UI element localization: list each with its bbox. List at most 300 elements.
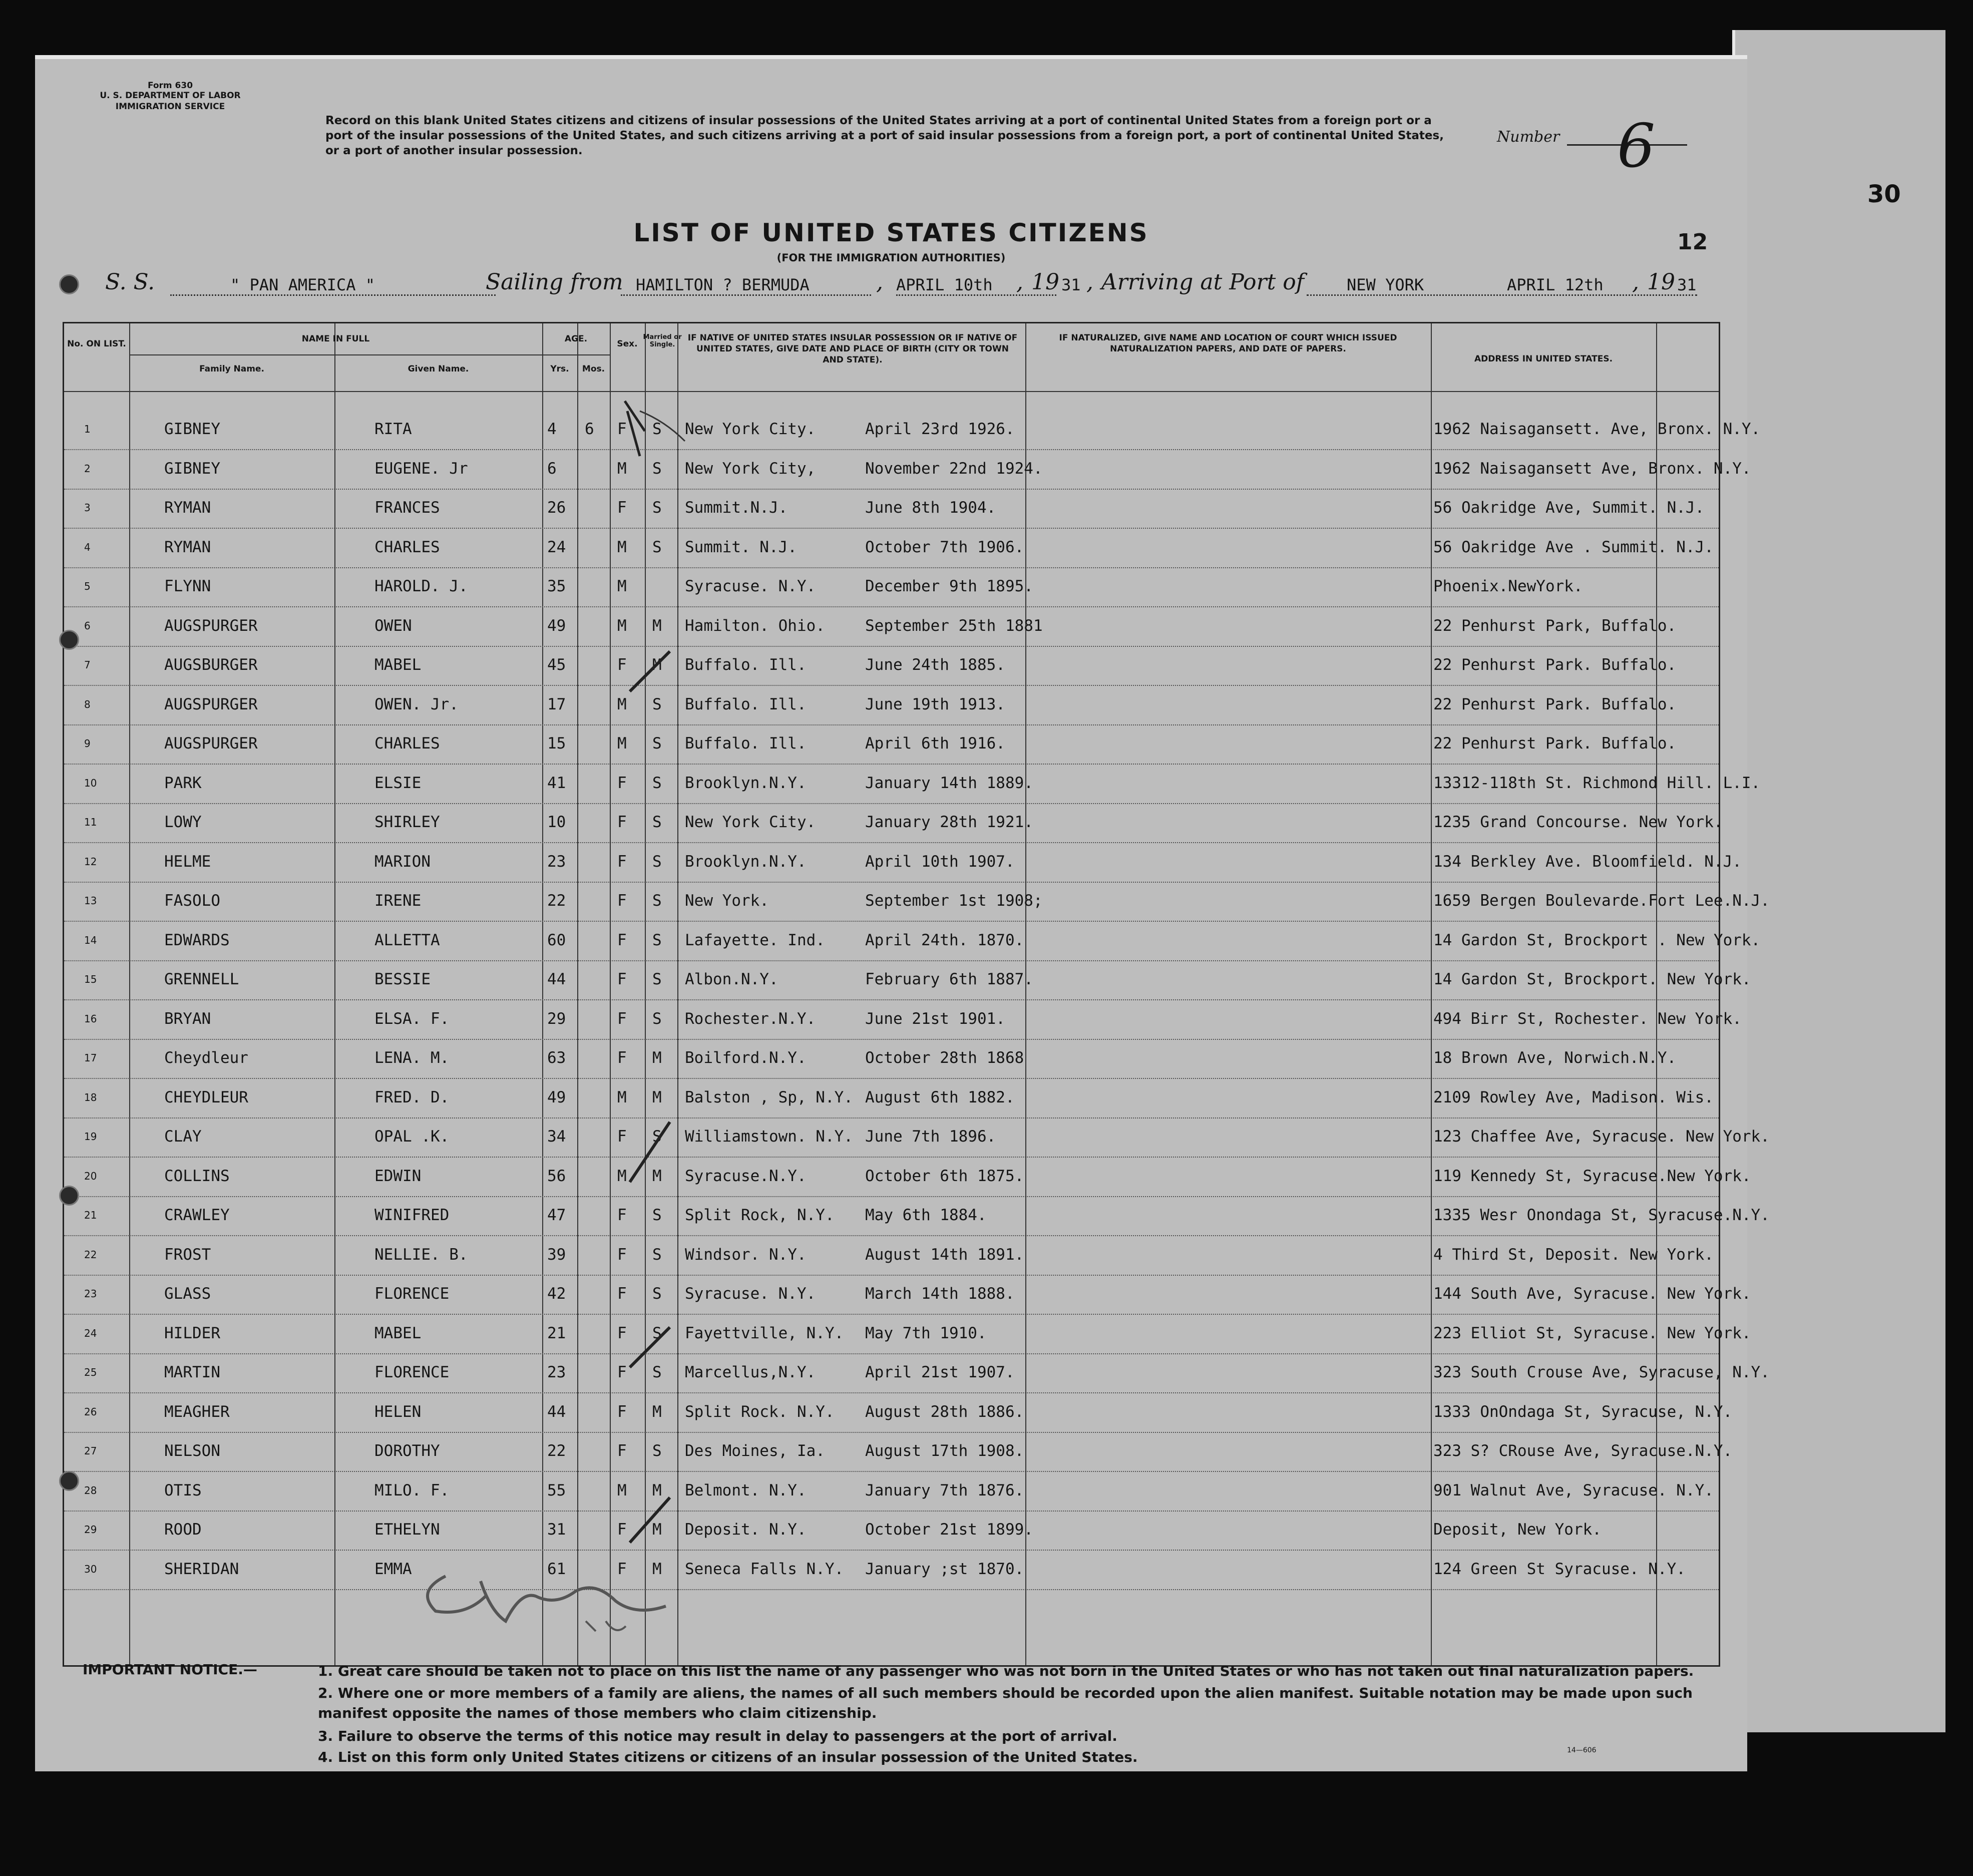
family-name: GLASS <box>164 1285 211 1303</box>
birthplace: New York City. <box>685 813 816 831</box>
row-number: 17 <box>84 1052 97 1064</box>
marital-status: M <box>652 1402 662 1421</box>
arrival-date: APRIL 12th <box>1507 275 1604 294</box>
notice-item-3: 3. Failure to observe the terms of this notice may result in delay to passengers at the port of arrival. <box>318 1728 1117 1744</box>
address: 22 Penhurst Park. Buffalo. <box>1433 734 1677 753</box>
arrival-year: 31 <box>1677 275 1697 294</box>
given-name: EMMA <box>374 1560 412 1578</box>
address: 14 Gardon St, Brockport. New York. <box>1433 970 1751 988</box>
department-label: U. S. DEPARTMENT OF LABOR <box>100 91 241 101</box>
birthplace: Belmont. N.Y. <box>685 1481 807 1499</box>
address: 22 Penhurst Park. Buffalo. <box>1433 656 1677 674</box>
marital-status: S <box>652 852 662 871</box>
birth-date: October 7th 1906. <box>865 538 1024 556</box>
sex: F <box>617 1521 627 1539</box>
number-label: Number <box>1497 128 1560 146</box>
notice-item-2: 2. Where one or more members of a family are aliens, the names of all such members should be recorded upon the alien manifest. Suitable notation may be made upon such manifest opposite the names of those members who claim citizenship. <box>318 1685 1693 1721</box>
marital-status: S <box>652 892 662 910</box>
row-number: 19 <box>84 1131 97 1143</box>
table-row <box>64 1158 1751 1197</box>
col-name-in-full: NAME IN FULL <box>301 334 370 344</box>
inspection-check-marks <box>610 391 690 1643</box>
marital-status: M <box>652 616 662 635</box>
birth-date: June 19th 1913. <box>865 695 1005 713</box>
birth-date: December 9th 1895. <box>865 577 1033 595</box>
address: 1962 Naisagansett Ave, Bronx. N.Y. <box>1433 459 1751 478</box>
address: 2109 Rowley Ave, Madison. Wis. <box>1433 1088 1714 1106</box>
marital-status: S <box>652 1324 662 1342</box>
sex: F <box>617 1285 627 1303</box>
row-number: 24 <box>84 1327 97 1339</box>
address: 119 Kennedy St, Syracuse.New York. <box>1433 1167 1751 1185</box>
given-name: MABEL <box>374 1324 422 1342</box>
age-years: 21 <box>547 1324 566 1342</box>
row-number: 6 <box>84 619 91 632</box>
marital-status: S <box>652 813 662 831</box>
age-years: 24 <box>547 538 566 556</box>
page-title: LIST OF UNITED STATES CITIZENS <box>633 218 1149 247</box>
family-name: PARK <box>164 774 202 792</box>
table-row <box>64 490 1719 529</box>
address: 323 S? CRouse Ave, Syracuse.N.Y. <box>1433 1442 1733 1460</box>
marital-status: M <box>652 1049 662 1067</box>
table-row <box>64 411 1761 450</box>
row-number: 13 <box>84 895 97 907</box>
given-name: FLORENCE <box>374 1285 450 1303</box>
sailing-date: APRIL 10th <box>896 275 993 294</box>
col-family-name: Family Name. <box>199 364 264 374</box>
from-port: HAMILTON ? BERMUDA <box>636 275 810 294</box>
birthplace: Buffalo. Ill. <box>685 734 807 753</box>
birthplace: New York. <box>685 892 769 910</box>
family-name: BRYAN <box>164 1009 211 1028</box>
table-row <box>64 961 1751 1000</box>
birthplace: Albon.N.Y. <box>685 970 778 988</box>
marital-status: S <box>652 695 662 713</box>
given-name: FRANCES <box>374 499 440 517</box>
family-name: RYMAN <box>164 499 211 517</box>
birth-date: August 6th 1882. <box>865 1088 1015 1106</box>
sex: M <box>617 1167 627 1185</box>
birthplace: Williamstown. N.Y. <box>685 1128 853 1146</box>
given-name: HELEN <box>374 1402 422 1421</box>
form-code: 14—606 <box>1567 1746 1597 1754</box>
address: 494 Birr St, Rochester. New York. <box>1433 1009 1742 1028</box>
row-number: 21 <box>84 1209 97 1221</box>
row-number: 15 <box>84 973 97 985</box>
binding-hole <box>59 1186 79 1206</box>
birth-date: January 7th 1876. <box>865 1481 1024 1499</box>
given-name: CHARLES <box>374 538 440 556</box>
age-years: 49 <box>547 616 566 635</box>
birthplace: Buffalo. Ill. <box>685 656 807 674</box>
family-name: CHEYDLEUR <box>164 1088 248 1106</box>
address: 124 Green St Syracuse. N.Y. <box>1433 1560 1686 1578</box>
col-age: AGE. <box>564 334 588 344</box>
arrival-year-prefix: 19 <box>1647 269 1675 295</box>
table-row <box>64 647 1719 686</box>
marital-status: S <box>652 1363 662 1381</box>
marital-status: S <box>652 459 662 478</box>
family-name: OTIS <box>164 1481 202 1499</box>
table-row <box>64 686 1719 725</box>
marital-status: S <box>652 1128 662 1146</box>
birthplace: Brooklyn.N.Y. <box>685 852 807 871</box>
given-name: LENA. M. <box>374 1049 450 1067</box>
birthplace: Balston , Sp, N.Y. <box>685 1088 853 1106</box>
sheet-number: 12 <box>1677 229 1708 255</box>
birth-date: April 6th 1916. <box>865 734 1005 753</box>
family-name: GIBNEY <box>164 459 220 478</box>
sex: F <box>617 813 627 831</box>
table-row <box>64 1237 1719 1276</box>
notice-item-1: 1. Great care should be taken not to place on this list the name of any passenger who was not born in the United States or who has not taken out final naturalization papers. <box>318 1663 1694 1679</box>
family-name: LOWY <box>164 813 202 831</box>
address: 13312-118th St. Richmond Hill. L.I. <box>1433 774 1761 792</box>
birthplace: Seneca Falls N.Y. <box>685 1560 844 1578</box>
family-name: MEAGHER <box>164 1402 230 1421</box>
row-number: 8 <box>84 698 91 710</box>
marital-status: S <box>652 1245 662 1264</box>
service-label: IMMIGRATION SERVICE <box>115 102 225 112</box>
age-years: 15 <box>547 734 566 753</box>
marital-status: S <box>652 774 662 792</box>
table-row <box>64 1354 1770 1393</box>
family-name: SHERIDAN <box>164 1560 239 1578</box>
marital-status: S <box>652 1285 662 1303</box>
row-number: 3 <box>84 502 91 514</box>
address: 1333 OnOndaga St, Syracuse, N.Y. <box>1433 1402 1733 1421</box>
ss-label: S. S. <box>105 269 155 295</box>
sex: F <box>617 420 627 438</box>
sex: F <box>617 1324 627 1342</box>
address: 22 Penhurst Park, Buffalo. <box>1433 616 1677 635</box>
row-number: 27 <box>84 1445 97 1457</box>
address: 144 South Ave, Syracuse. New York. <box>1433 1285 1751 1303</box>
birthplace: Syracuse. N.Y. <box>685 1285 816 1303</box>
address: 123 Chaffee Ave, Syracuse. New York. <box>1433 1128 1770 1146</box>
birthplace: New York City, <box>685 459 816 478</box>
birth-date: August 14th 1891. <box>865 1245 1024 1264</box>
given-name: OWEN <box>374 616 412 635</box>
table-row <box>64 1118 1770 1158</box>
table-row <box>64 922 1761 961</box>
family-name: FLYNN <box>164 577 211 595</box>
address: 1335 Wesr Onondaga St, Syracuse.N.Y. <box>1433 1206 1770 1224</box>
row-number: 22 <box>84 1248 97 1261</box>
birthplace: Buffalo. Ill. <box>685 695 807 713</box>
given-name: EDWIN <box>374 1167 422 1185</box>
birthplace: Summit.N.J. <box>685 499 788 517</box>
sex: F <box>617 1363 627 1381</box>
marital-status: S <box>652 970 662 988</box>
arrival-port: NEW YORK <box>1347 275 1424 294</box>
table-row <box>64 1040 1719 1079</box>
binding-hole <box>59 1471 79 1491</box>
row-number: 5 <box>84 580 91 592</box>
marital-status: S <box>652 931 662 949</box>
sex: F <box>617 774 627 792</box>
marital-status: M <box>652 1521 662 1539</box>
table-row <box>64 451 1751 490</box>
family-name: RYMAN <box>164 538 211 556</box>
adjacent-page-number: 30 <box>1867 180 1901 208</box>
given-name: MARION <box>374 852 431 871</box>
given-name: FRED. D. <box>374 1088 450 1106</box>
age-years: 4 <box>547 420 557 438</box>
birth-date: January 14th 1889. <box>865 774 1033 792</box>
sex: M <box>617 1481 627 1499</box>
ship-name: " PAN AMERICA " <box>230 275 375 294</box>
sex: F <box>617 1402 627 1421</box>
row-number: 18 <box>84 1091 97 1103</box>
birth-date: May 7th 1910. <box>865 1324 987 1342</box>
family-name: HILDER <box>164 1324 220 1342</box>
birthplace: Summit. N.J. <box>685 538 797 556</box>
sex: F <box>617 931 627 949</box>
binding-hole <box>59 274 79 294</box>
marital-status: M <box>652 1167 662 1185</box>
table-row <box>64 1276 1751 1315</box>
age-years: 55 <box>547 1481 566 1499</box>
age-years: 47 <box>547 1206 566 1224</box>
birth-date: June 21st 1901. <box>865 1009 1005 1028</box>
birth-date: November 22nd 1924. <box>865 459 1043 478</box>
marital-status: S <box>652 420 662 438</box>
row-number: 9 <box>84 737 91 749</box>
row-number: 1 <box>84 423 91 435</box>
age-years: 17 <box>547 695 566 713</box>
marital-status: M <box>652 656 662 674</box>
address: Phoenix.NewYork. <box>1433 577 1583 595</box>
family-name: Cheydleur <box>164 1049 248 1067</box>
row-number: 30 <box>84 1563 97 1575</box>
age-years: 39 <box>547 1245 566 1264</box>
birth-date: April 10th 1907. <box>865 852 1015 871</box>
row-number: 29 <box>84 1524 97 1536</box>
row-number: 14 <box>84 934 97 946</box>
family-name: COLLINS <box>164 1167 230 1185</box>
birth-date: January 28th 1921. <box>865 813 1033 831</box>
table-row <box>64 1079 1719 1118</box>
notice-item-4: 4. List on this form only United States citizens or citizens of an insular possession of the United States. <box>318 1749 1138 1765</box>
age-years: 45 <box>547 656 566 674</box>
birth-date: September 25th 1881 <box>865 616 1043 635</box>
table-row <box>64 1197 1770 1236</box>
sex: F <box>617 1206 627 1224</box>
family-name: MARTIN <box>164 1363 220 1381</box>
address: 323 South Crouse Ave, Syracuse, N.Y. <box>1433 1363 1770 1381</box>
age-years: 63 <box>547 1049 566 1067</box>
table-row <box>64 1394 1733 1433</box>
marital-status: S <box>652 499 662 517</box>
family-name: FASOLO <box>164 892 220 910</box>
given-name: SHIRLEY <box>374 813 440 831</box>
address: 223 Elliot St, Syracuse. New York. <box>1433 1324 1751 1342</box>
birth-date: May 6th 1884. <box>865 1206 987 1224</box>
address: 14 Gardon St, Brockport . New York. <box>1433 931 1761 949</box>
age-years: 56 <box>547 1167 566 1185</box>
address: 56 Oakridge Ave, Summit. N.J. <box>1433 499 1705 517</box>
given-name: DOROTHY <box>374 1442 440 1460</box>
table-row <box>64 1315 1751 1354</box>
age-years: 23 <box>547 1363 566 1381</box>
birthplace: Boilford.N.Y. <box>685 1049 807 1067</box>
sex: F <box>617 852 627 871</box>
sailing-label: Sailing from <box>486 269 623 295</box>
birthplace: Syracuse.N.Y. <box>685 1167 807 1185</box>
col-given-name: Given Name. <box>408 364 469 374</box>
marital-status: M <box>652 1481 662 1499</box>
manifest-sheet: Form 630 U. S. DEPARTMENT OF LABOR IMMIGRATION SERVICE Record on this blank United States citizens and citizens of insular possessions of the United States arriving at a port of continental United States from a foreign port or a port of the insular possessions of the United States, and such citizens arriving at a port of said insular possessions from a foreign port, a port of continental United States, or a port of another insular possession. Number 6 12 LIST OF UNITED STATES CITIZENS (FOR THE IMMIGRATION AUTHORITIES) S. S. " PAN AMERICA " Sailing from HAMILTON ? BERMUDA , APRIL 10th , 19 31 , Arriving at Port of NEW YORK APRIL 12th , 19 31 No. ON LIST. NAME IN FULL Family Name. Given Name. AGE. Yrs. Mos. Sex. Married or Single. IF NATIVE OF UNITED STATES INSULAR POSSESSION OR IF NATIVE OF UNITED STATES, GIVE DATE AND PLACE OF BIRTH (CITY OR TOWN AND STATE). IF NATURALIZED, GIVE NAME AND LOCATION OF COURT WHICH ISSUED NATURALIZATION PAPERS, AND DATE OF PAPERS. ADDRESS IN UNITED STATES. 1 GIBNEY RITA 4 6 F S New York City. April 23rd 1926. 1962 Naisagansett. Ave, Bronx. N.Y. 2 GIBNEY EUGENE. Jr 6 M S New York City, November 22nd 1924. 1962 Naisagansett Ave, Bronx. N.Y. 3 RYMAN FRANCES 26 F S Summit.N.J. June 8th 1904. 56 Oakridge Ave, Summit. N.J. 4 RYMAN CHARLES 24 M S Summit. N.J. October 7th 1906. 56 Oakridge Ave . Summit. N.J. 5 FLYNN HAROLD. J. 35 M Syracuse. N.Y. December 9th 1895. Phoenix.NewYork. 6 AUGSPURGER OWEN 49 M M Hamilton. Ohio. September 25th 1881 22 Penhurst Park, Buffalo. 7 AUGSBURGER MABEL 45 F M Buffalo. Ill. June 24th 1885. 22 Penhurst Park. Buffalo. 8 AUGSPURGER OWEN. Jr. 17 M S Buffalo. Ill. June 19th 1913. 22 Penhurst Park. Buffalo. 9 AUGSPURGER CHARLES 15 M S Buffalo. Ill. April 6th 1916. 22 Penhurst Park. Buffalo. 10 PARK ELSIE 41 F S Brooklyn.N.Y. January 14th 1889. 13312-118th St. Richmond Hill. L.I. 11 LOWY SHIRLEY 10 F S New York City. January 28th 1921. 1235 Grand Concourse. New York. 12 HELME MARION 23 F S Brooklyn.N.Y. April 10th 1907. 134 Berkley Ave. Bloomfield. N.J. 13 FASOLO IRENE 22 F S New York. September 1st 1908; 1659 Bergen Boulevarde.Fort Lee.N.J. 14 EDWARDS ALLETTA 60 F S Lafayette. Ind. April 24th. 1870. 14 Gardon St, Brockport . New York. 15 GRENNELL BESSIE 44 F S Albon.N.Y. February 6th 1887. 14 Gardon St, Brockport. New York. 16 BRYAN ELSA. F. 29 F S Rochester.N.Y. June 21st 1901. 494 Birr St, Rochester. New York. 17 Cheydleur LENA. M. 63 F M Boilford.N.Y. October 28th 1868 18 Brown Ave, Norwich.N.Y. 18 CHEYDLEUR FRED. D. 49 M M Balston , Sp, N.Y. August 6th 1882. 2109 Rowley Ave, Madison. Wis. 19 CLAY OPAL .K. 34 F S Williamstown. N.Y. June 7th 1896. 123 Chaffee Ave, Syracuse. New York. 20 COLLINS EDWIN 56 M M Syracuse.N.Y. October 6th 1875. 119 Kennedy St, Syracuse.New York. 21 CRAWLEY WINIFRED 47 F S Split Rock, N.Y. May 6th 1884. 1335 Wesr Onondaga St, Syracuse.N.Y. 22 FROST NELLIE. B. 39 F S Windsor. N.Y. August 14th 1891. 4 Third St, Deposit. New York. 23 GLASS FLORENCE 42 F S Syracuse. N.Y. March 14th 1888. 144 South Ave, Syracuse. New York. 24 HILDER MABEL 21 F S Fayettville, N.Y. May 7th 1910. 223 Elliot St, Syracuse. New York. 25 MARTIN FLORENCE 23 F S Marcellus,N.Y. April 21st 1907. 323 South Crouse Ave, Syracuse, N.Y. 26 MEAGHER HELEN 44 F M Split Rock. N.Y. August 28th 1886. 1333 OnOndaga St, Syracuse, N.Y. 27 NELSON DOROTHY 22 F S Des Moines, Ia. August 17th 1908. 323 S? CRouse Ave, Syracuse.N.Y. 28 OTIS MILO. F. 55 M M Belmont. N.Y. January 7th 1876. 901 Walnut Ave, Syracuse. N.Y. 29 ROOD ETHELYN 31 F M Deposit. N.Y. October 21st 1899. Deposit, New York. 30 SHERIDAN EMMA 61 F M Seneca Falls N.Y. January ;st 1870. 124 Green St Syracuse. N.Y. IMPORTANT NOTICE.— 1. Great care should be taken not to place on this list the name of any passenger who was not born in the United States or who has not taken out final naturalization papers. 2. Where one or more members of a family are aliens, the names of all such members should be recorded upon the alien manifest. Suitable notation may be made upon such manifest opposite the names of those members who claim citizenship. 3. Failure to observe the terms of this notice may result in delay to passengers at the port of arrival. 4. List on this form only United States citizens or citizens of an insular possession of the United States. 14—606 <box>35 55 1747 1771</box>
table-row <box>64 1001 1742 1040</box>
age-years: 29 <box>547 1009 566 1028</box>
family-name: AUGSPURGER <box>164 695 258 713</box>
family-name: AUGSPURGER <box>164 616 258 635</box>
col-sex: Sex. <box>617 339 638 349</box>
arriving-label: Arriving at Port of <box>1101 269 1305 295</box>
given-name: CHARLES <box>374 734 440 753</box>
birthplace: Split Rock, N.Y. <box>685 1206 835 1224</box>
table-row <box>64 765 1761 804</box>
family-name: NELSON <box>164 1442 220 1460</box>
age-years: 34 <box>547 1128 566 1146</box>
given-name: FLORENCE <box>374 1363 450 1381</box>
col-mos: Mos. <box>582 364 605 374</box>
marital-status: S <box>652 1206 662 1224</box>
adjacent-page-edge <box>1732 30 1945 1732</box>
given-name: WINIFRED <box>374 1206 450 1224</box>
birthplace: Rochester.N.Y. <box>685 1009 816 1028</box>
birth-date: April 23rd 1926. <box>865 420 1015 438</box>
birthplace: Hamilton. Ohio. <box>685 616 825 635</box>
sex: F <box>617 892 627 910</box>
birth-date: August 17th 1908. <box>865 1442 1024 1460</box>
birthplace: New York City. <box>685 420 816 438</box>
sex: F <box>617 1442 627 1460</box>
birthplace: Marcellus,N.Y. <box>685 1363 816 1381</box>
row-number: 4 <box>84 541 91 553</box>
given-name: IRENE <box>374 892 422 910</box>
given-name: MABEL <box>374 656 422 674</box>
sex: F <box>617 656 627 674</box>
col-no: No. ON LIST. <box>67 339 126 349</box>
row-number: 26 <box>84 1405 97 1418</box>
birth-date: September 1st 1908; <box>865 892 1043 910</box>
age-years: 60 <box>547 931 566 949</box>
sex: M <box>617 459 627 478</box>
sex: M <box>617 577 627 595</box>
birthplace: Split Rock. N.Y. <box>685 1402 835 1421</box>
birth-date: January ;st 1870. <box>865 1560 1024 1578</box>
given-name: EUGENE. Jr <box>374 459 468 478</box>
row-number: 7 <box>84 659 91 671</box>
sex: F <box>617 1128 627 1146</box>
marital-status: M <box>652 1088 662 1106</box>
sex: F <box>617 1560 627 1578</box>
given-name: RITA <box>374 420 412 438</box>
age-years: 26 <box>547 499 566 517</box>
birth-date: April 24th. 1870. <box>865 931 1024 949</box>
table-row <box>64 1512 1719 1551</box>
sex: F <box>617 970 627 988</box>
age-years: 42 <box>547 1285 566 1303</box>
birthplace: Deposit. N.Y. <box>685 1521 807 1539</box>
table-row <box>64 1551 1719 1590</box>
marital-status: S <box>652 1009 662 1028</box>
sex: F <box>617 1049 627 1067</box>
family-name: AUGSBURGER <box>164 656 258 674</box>
address: 56 Oakridge Ave . Summit. N.J. <box>1433 538 1714 556</box>
address: 901 Walnut Ave, Syracuse. N.Y. <box>1433 1481 1714 1499</box>
birthplace: Fayettville, N.Y. <box>685 1324 844 1342</box>
age-years: 49 <box>547 1088 566 1106</box>
marital-status: S <box>652 1442 662 1460</box>
birth-date: March 14th 1888. <box>865 1285 1015 1303</box>
address: 18 Brown Ave, Norwich.N.Y. <box>1433 1049 1677 1067</box>
sailing-year-prefix: 19 <box>1031 269 1059 295</box>
notice-label: IMPORTANT NOTICE.— <box>83 1661 257 1678</box>
table-row <box>64 1472 1719 1512</box>
col-address: ADDRESS IN UNITED STATES. <box>1474 354 1613 364</box>
table-row <box>64 804 1723 843</box>
age-years: 22 <box>547 892 566 910</box>
table-row <box>64 529 1719 568</box>
given-name: OPAL .K. <box>374 1128 450 1146</box>
family-name: AUGSPURGER <box>164 734 258 753</box>
age-years: 41 <box>547 774 566 792</box>
address: 134 Berkley Ave. Bloomfield. N.J. <box>1433 852 1742 871</box>
birth-date: August 28th 1886. <box>865 1402 1024 1421</box>
age-years: 10 <box>547 813 566 831</box>
binding-hole <box>59 630 79 650</box>
given-name: BESSIE <box>374 970 431 988</box>
age-years: 6 <box>547 459 557 478</box>
birthplace: Des Moines, Ia. <box>685 1442 825 1460</box>
col-yrs: Yrs. <box>550 364 569 374</box>
table-row <box>64 1433 1733 1472</box>
row-number: 16 <box>84 1012 97 1025</box>
birthplace: Syracuse. N.Y. <box>685 577 816 595</box>
family-name: GRENNELL <box>164 970 239 988</box>
col-birthplace: IF NATIVE OF UNITED STATES INSULAR POSSESSION OR IF NATIVE OF UNITED STATES, GIVE DATE AND PLACE OF BIRTH (CITY OR TOWN AND STATE). <box>687 333 1018 365</box>
col-naturalized: IF NATURALIZED, GIVE NAME AND LOCATION OF COURT WHICH ISSUED NATURALIZATION PAPERS, AND DATE OF PAPERS. <box>1059 333 1397 354</box>
sex: F <box>617 1009 627 1028</box>
given-name: ELSA. F. <box>374 1009 450 1028</box>
marital-status: S <box>652 538 662 556</box>
address: 22 Penhurst Park. Buffalo. <box>1433 695 1677 713</box>
row-number: 11 <box>84 816 97 828</box>
row-number: 10 <box>84 777 97 789</box>
address: 1235 Grand Concourse. New York. <box>1433 813 1723 831</box>
sex: M <box>617 616 627 635</box>
age-years: 44 <box>547 970 566 988</box>
family-name: GIBNEY <box>164 420 220 438</box>
row-number: 25 <box>84 1366 97 1378</box>
table-row <box>64 568 1719 607</box>
birth-date: June 24th 1885. <box>865 656 1005 674</box>
age-years: 61 <box>547 1560 566 1578</box>
family-name: CLAY <box>164 1128 202 1146</box>
row-number: 28 <box>84 1484 97 1496</box>
given-name: HAROLD. J. <box>374 577 468 595</box>
birth-date: October 21st 1899. <box>865 1521 1033 1539</box>
table-row <box>64 608 1719 647</box>
birth-date: October 6th 1875. <box>865 1167 1024 1185</box>
row-number: 12 <box>84 855 97 868</box>
age-years: 31 <box>547 1521 566 1539</box>
birth-date: October 28th 1868 <box>865 1049 1024 1067</box>
